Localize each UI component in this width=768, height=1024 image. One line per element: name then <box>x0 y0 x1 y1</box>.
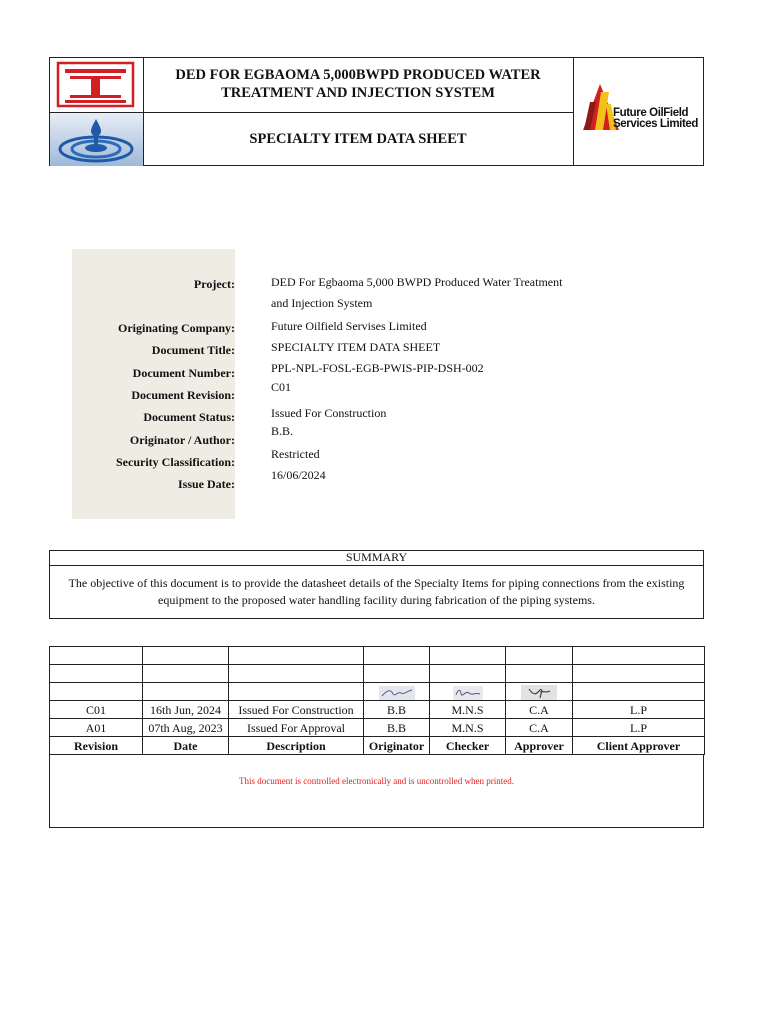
blank-cell <box>143 683 229 701</box>
client-logo-cell <box>50 58 144 165</box>
description-cell: Issued For Construction <box>229 701 364 719</box>
approver-signature <box>521 685 557 700</box>
blank-cell <box>50 665 143 683</box>
table-row <box>50 665 705 683</box>
blank-cell <box>573 647 705 665</box>
blank-cell <box>573 683 705 701</box>
originator-label: Originator / Author: <box>129 433 235 447</box>
document-status-label: Document Status: <box>143 410 235 424</box>
description-cell: Issued For Approval <box>229 719 364 737</box>
checker-header: Checker <box>430 737 506 755</box>
summary-line2: equipment to the proposed water handling facility during fabrication of the piping systems. <box>158 593 595 607</box>
document-header <box>49 57 704 166</box>
contractor-name-line2: Services Limited <box>613 118 699 130</box>
date-header: Date <box>143 737 229 755</box>
blank-cell <box>506 665 573 683</box>
client-approver-cell: L.P <box>573 719 705 737</box>
document-title-label: Document Title: <box>151 343 235 357</box>
blank-cell <box>50 647 143 665</box>
project-value-line2: and Injection System <box>271 296 373 310</box>
document-status-value: Issued For Construction <box>271 406 387 420</box>
revision-table <box>49 646 705 755</box>
blank-cell <box>430 665 506 683</box>
originating-company-value: Future Oilfield Servises Limited <box>271 319 427 333</box>
approver-cell: C.A <box>506 701 573 719</box>
summary-text <box>54 575 699 609</box>
project-title <box>143 66 573 102</box>
checker-signature-cell <box>430 683 506 701</box>
table-row <box>50 647 705 665</box>
originator-signature <box>379 686 415 700</box>
checker-cell: M.N.S <box>430 701 506 719</box>
blank-cell <box>364 647 430 665</box>
issue-date-value: 16/06/2024 <box>271 468 326 482</box>
table-header-row <box>50 737 705 755</box>
project-value-line1: DED For Egbaoma 5,000 BWPD Produced Water Treatment <box>271 275 563 289</box>
document-title-value: SPECIALTY ITEM DATA SHEET <box>271 340 441 354</box>
checker-cell: M.N.S <box>430 719 506 737</box>
summary-line1: The objective of this document is to provide the datasheet details of the Specialty Items for piping connections from the existing <box>68 576 685 590</box>
originator-signature-cell <box>364 683 430 701</box>
control-note: This document is controlled electronically and is uncontrolled when printed. <box>239 776 514 786</box>
blank-cell <box>506 647 573 665</box>
summary-heading: SUMMARY <box>50 551 703 566</box>
client-logo-mark <box>50 58 143 112</box>
date-cell: 16th Jun, 2024 <box>143 701 229 719</box>
contractor-logo-cell <box>574 58 704 165</box>
blank-cell <box>50 683 143 701</box>
table-row <box>50 719 705 737</box>
revision-cell: A01 <box>50 719 143 737</box>
signature-row <box>50 683 705 701</box>
project-label: Project: <box>193 277 235 291</box>
blank-cell <box>229 683 364 701</box>
approver-signature-cell <box>506 683 573 701</box>
contractor-name <box>613 108 698 130</box>
document-subtitle: SPECIALTY ITEM DATA SHEET <box>249 131 467 147</box>
water-drop-logo <box>50 113 143 166</box>
blank-cell <box>229 647 364 665</box>
revision-header: Revision <box>50 737 143 755</box>
revision-cell: C01 <box>50 701 143 719</box>
security-classification-label: Security Classification: <box>116 455 235 469</box>
control-note-box <box>49 755 704 828</box>
originator-header: Originator <box>364 737 430 755</box>
blank-cell <box>430 647 506 665</box>
approver-header: Approver <box>506 737 573 755</box>
issue-date-label: Issue Date: <box>178 477 235 491</box>
originator-cell: B.B <box>364 701 430 719</box>
blank-cell <box>364 665 430 683</box>
blank-cell <box>573 665 705 683</box>
project-title-line2: TREATMENT AND INJECTION SYSTEM <box>221 85 495 101</box>
date-cell: 07th Aug, 2023 <box>143 719 229 737</box>
table-row <box>50 701 705 719</box>
security-classification-value: Restricted <box>271 447 320 461</box>
client-approver-header: Client Approver <box>573 737 705 755</box>
document-revision-label: Document Revision: <box>131 388 235 402</box>
document-revision-value: C01 <box>271 380 292 394</box>
originator-value: B.B. <box>271 424 294 438</box>
project-title-line1: DED FOR EGBAOMA 5,000BWPD PRODUCED WATER <box>175 67 541 83</box>
originating-company-label: Originating Company: <box>117 321 235 335</box>
title-cell <box>143 58 574 165</box>
description-header: Description <box>229 737 364 755</box>
document-number-label: Document Number: <box>132 366 235 380</box>
approver-cell: C.A <box>506 719 573 737</box>
checker-signature <box>453 686 483 700</box>
summary-box <box>49 550 704 619</box>
contractor-name-line1: Future OilField <box>613 107 689 119</box>
document-number-value: PPL-NPL-FOSL-EGB-PWIS-PIP-DSH-002 <box>271 361 484 375</box>
client-approver-cell: L.P <box>573 701 705 719</box>
blank-cell <box>143 647 229 665</box>
blank-cell <box>143 665 229 683</box>
originator-cell: B.B <box>364 719 430 737</box>
blank-cell <box>229 665 364 683</box>
